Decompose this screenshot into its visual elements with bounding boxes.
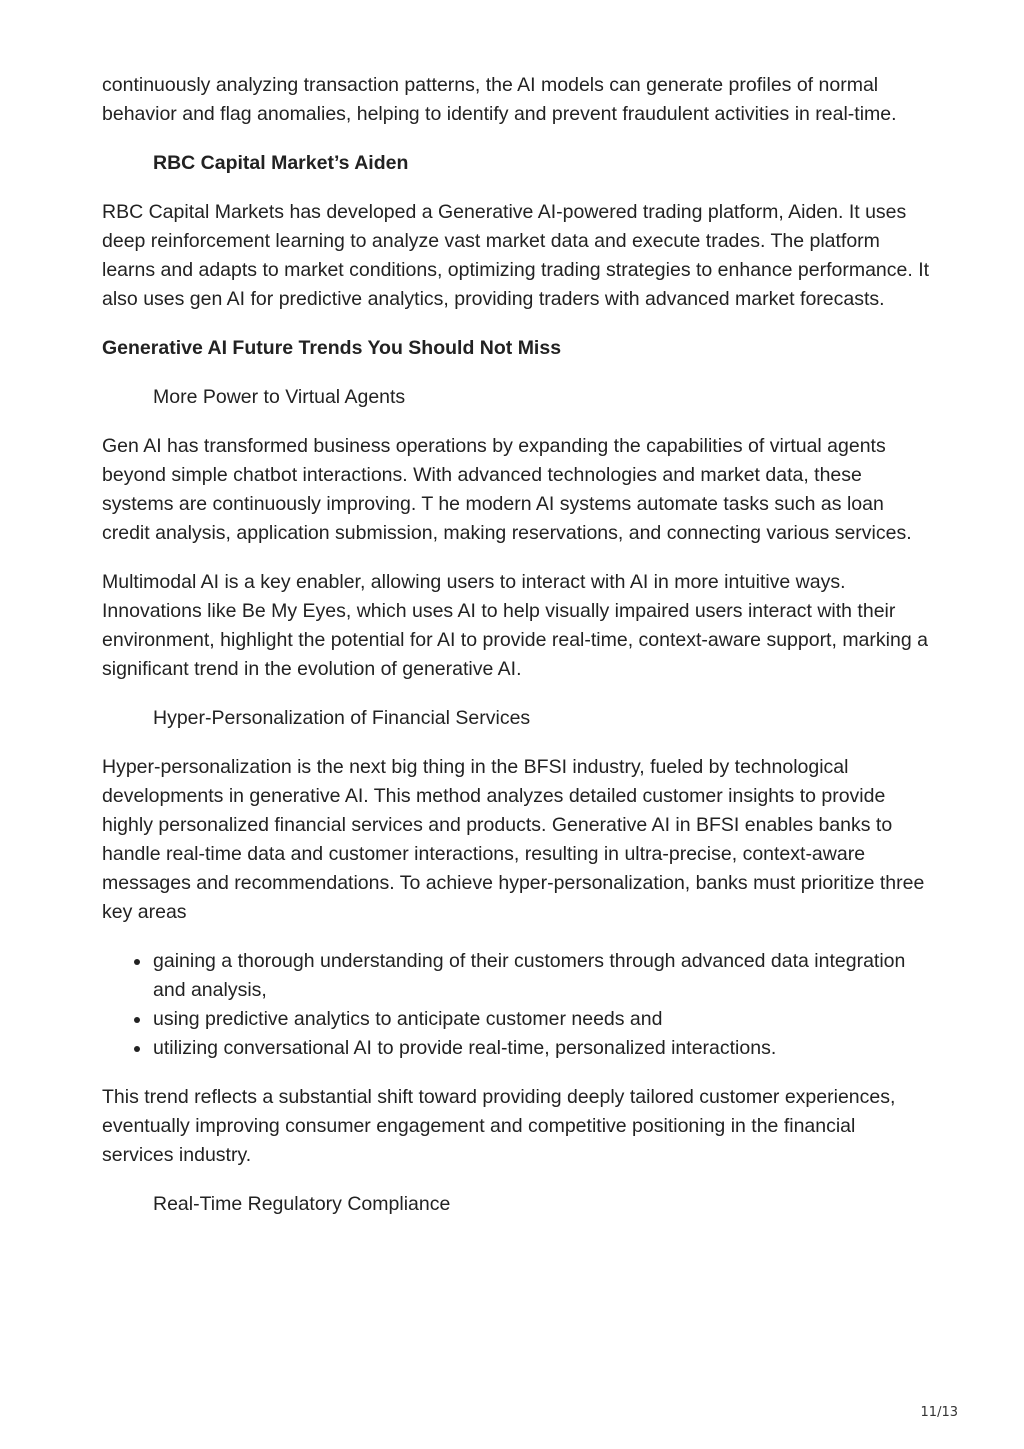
list-item — [153, 1005, 932, 1034]
list-item — [153, 947, 932, 1005]
intro-paragraph: continuously analyzing transaction patterns, the AI models can generate profiles of normal behavior and flag anomalies, helping to identify and prevent fraudulent activities in real-time. — [102, 74, 897, 125]
document-page — [102, 71, 932, 1239]
hyper-personalization-conclusion: This trend reflects a substantial shift toward providing deeply tailored customer experiences, eventually improving consumer engagement and competitive positioning in the financial services industry. — [102, 1086, 896, 1166]
list-item-text: using predictive analytics to anticipate customer needs and — [153, 1008, 663, 1030]
hyper-personalization-heading: Hyper-Personalization of Financial Services — [153, 707, 531, 729]
hyper-personalization-paragraph: Hyper-personalization is the next big thing in the BFSI industry, fueled by technological developments in generative AI. This method analyzes detailed customer insights to provide highly personalized financial services and products. Generative AI in BFSI enables banks to handle real-time data and customer interactions, resulting in ultra-precise, context-aware messages and recommendations. To achieve hyper-personalization, banks must prioritize three key areas — [102, 756, 925, 923]
bullet-icon — [134, 1046, 140, 1052]
list-item — [153, 1034, 932, 1063]
bullet-icon — [134, 959, 140, 965]
list-item-text: utilizing conversational AI to provide real-time, personalized interactions. — [153, 1037, 777, 1059]
virtual-agents-paragraph-2: Multimodal AI is a key enabler, allowing users to interact with AI in more intuitive ways. Innovations like Be My Eyes, which uses AI to help visually impaired users interact with their environment, highlight the potential for AI to provide real-time, context-aware support, marking a significant trend in the evolution of generative AI. — [102, 571, 928, 680]
key-areas-list — [102, 947, 932, 1063]
bullet-icon — [134, 1017, 140, 1023]
list-item-text: gaining a thorough understanding of their customers through advanced data integration and analysis, — [153, 950, 906, 1001]
trends-section-heading: Generative AI Future Trends You Should Not Miss — [102, 337, 562, 359]
virtual-agents-paragraph-1: Gen AI has transformed business operations by expanding the capabilities of virtual agents beyond simple chatbot interactions. With advanced technologies and market data, these systems are continuously improving. T he modern AI systems automate tasks such as loan credit analysis, application submission, making reservations, and connecting various services. — [102, 435, 912, 544]
aiden-paragraph: RBC Capital Markets has developed a Generative AI-powered trading platform, Aiden. It uses deep reinforcement learning to analyze vast market data and execute trades. The platform learns and adapts to market conditions, optimizing trading strategies to enhance performance. It also uses gen AI for predictive analytics, providing traders with advanced market forecasts. — [102, 201, 930, 310]
page-number: 11/13 — [920, 1405, 958, 1420]
compliance-heading: Real-Time Regulatory Compliance — [153, 1193, 451, 1215]
aiden-heading: RBC Capital Market’s Aiden — [153, 152, 409, 174]
virtual-agents-heading: More Power to Virtual Agents — [153, 386, 406, 408]
